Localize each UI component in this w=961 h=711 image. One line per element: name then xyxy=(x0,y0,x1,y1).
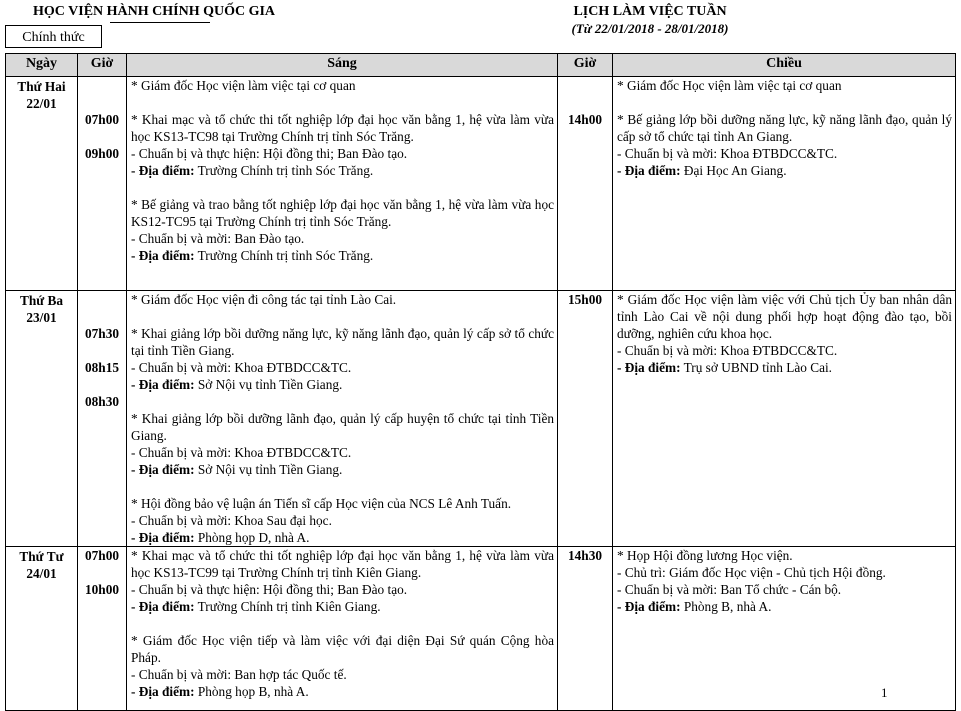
day-row xyxy=(6,291,956,547)
entry-spacer xyxy=(131,478,554,495)
entry-location xyxy=(617,162,952,179)
entry-text: * Giám đốc Học viện tiếp và làm việc với đại diện Đại Sứ quán Cộng hòa Pháp. xyxy=(131,633,554,665)
schedule-entry xyxy=(131,632,554,700)
entry-location xyxy=(617,359,952,376)
location-label: - Địa điểm: xyxy=(131,684,195,699)
col-morning: Sáng xyxy=(127,54,558,77)
prep-label: - Chuẩn bị và mời: xyxy=(131,231,235,246)
chair-label: - Chủ trì: xyxy=(617,565,670,580)
morning-time-cell xyxy=(78,77,127,291)
prep-label: - Chuẩn bị và mời: xyxy=(131,360,235,375)
day-row xyxy=(6,77,956,291)
prep-label: - Chuẩn bị và thực hiện: xyxy=(131,146,264,161)
entry-prep xyxy=(617,342,952,359)
afternoon-note: * Giám đốc Học viện làm việc tại cơ quan xyxy=(617,78,842,93)
schedule-header xyxy=(560,4,740,37)
entry-prep xyxy=(131,512,554,529)
day-row xyxy=(6,547,956,711)
location-label: - Địa điểm: xyxy=(617,163,681,178)
entry-text: * Hội đồng bảo vệ luận án Tiến sĩ cấp Học viện của NCS Lê Anh Tuấn. xyxy=(131,496,512,511)
morning-events-cell xyxy=(127,77,558,291)
entry-prep xyxy=(617,145,952,162)
col-time-afternoon: Giờ xyxy=(558,54,613,77)
time-spacer xyxy=(80,564,124,581)
prep-value: Hội đồng thi; Ban Đào tạo. xyxy=(263,146,408,161)
entry-location xyxy=(131,529,554,546)
prep-value: Khoa ĐTBDCC&TC. xyxy=(720,146,838,161)
afternoon-time: 14h30 xyxy=(568,548,602,563)
entry-text: * Khai giảng lớp bồi dưỡng lãnh đạo, quản lý cấp huyện tổ chức tại tỉnh Tiền Giang. xyxy=(131,411,554,443)
morning-events-cell xyxy=(127,547,558,711)
day-date: 22/01 xyxy=(26,96,57,111)
entry-location xyxy=(131,247,554,264)
afternoon-events-cell xyxy=(613,291,956,547)
location-value: Phòng họp B, nhà A. xyxy=(197,684,309,699)
time-spacer xyxy=(80,376,124,393)
org-underline xyxy=(110,22,210,23)
entry-text: * Khai giảng lớp bồi dưỡng năng lực, kỹ năng lãnh đạo, quản lý cấp sở tổ chức tại tỉnh Tiền Giang. xyxy=(131,326,554,358)
schedule-entry xyxy=(131,547,554,615)
entry-text: * Khai mạc và tổ chức thi tốt nghiệp lớp đại học văn bằng 1, hệ vừa làm vừa học KS13-TC98 tại Trường Chính trị tỉnh Sóc Trăng. xyxy=(131,112,554,144)
entry-chair xyxy=(617,564,952,581)
time-spacer xyxy=(80,94,124,111)
morning-events-cell xyxy=(127,291,558,547)
day-cell xyxy=(6,291,78,547)
time-spacer xyxy=(80,77,124,94)
schedule-entry xyxy=(131,325,554,393)
entry-spacer xyxy=(131,393,554,410)
location-value: Trường Chính trị tỉnh Sóc Trăng. xyxy=(197,248,374,263)
date-range: (Từ 22/01/2018 - 28/01/2018) xyxy=(571,21,729,36)
prep-value: Ban Đào tạo. xyxy=(234,231,305,246)
day-name: Thứ Ba xyxy=(19,293,64,308)
location-label: - Địa điểm: xyxy=(131,377,195,392)
prep-value: Hội đồng thi; Ban Đào tạo. xyxy=(263,582,408,597)
morning-time: 07h30 xyxy=(85,326,119,341)
entry-location xyxy=(131,376,554,393)
schedule-entry xyxy=(617,547,952,615)
prep-value: Khoa ĐTBDCC&TC. xyxy=(720,343,838,358)
entry-text: * Họp Hội đồng lương Học viện. xyxy=(617,548,793,563)
schedule-entry xyxy=(617,291,952,376)
location-label: - Địa điểm: xyxy=(131,248,195,263)
afternoon-events-cell xyxy=(613,77,956,291)
schedule-title: LỊCH LÀM VIỆC TUẦN xyxy=(573,4,727,19)
prep-label: - Chuẩn bị và mời: xyxy=(131,445,235,460)
time-spacer xyxy=(560,94,610,111)
location-value: Sở Nội vụ tỉnh Tiền Giang. xyxy=(197,377,343,392)
time-spacer xyxy=(80,308,124,325)
entry-spacer xyxy=(617,94,952,111)
chair-value: Giám đốc Học viện - Chủ tịch Hội đồng. xyxy=(669,565,886,580)
entry-location xyxy=(131,461,554,478)
morning-time: 07h00 xyxy=(85,112,119,127)
day-cell xyxy=(6,547,78,711)
location-value: Phòng B, nhà A. xyxy=(683,599,772,614)
day-date: 23/01 xyxy=(26,310,57,325)
schedule-entry xyxy=(131,196,554,264)
morning-note: * Giám đốc Học viện đi công tác tại tỉnh Lào Cai. xyxy=(131,292,397,307)
schedule-entry xyxy=(131,111,554,179)
location-label: - Địa điểm: xyxy=(131,530,195,545)
schedule-entry xyxy=(131,495,554,546)
day-name: Thứ Tư xyxy=(19,549,64,564)
entry-text: * Bế giảng và trao bằng tốt nghiệp lớp đại học văn bằng 1, hệ vừa làm vừa học KS12-TC95 tại Trường Chính trị tỉnh Sóc Trăng. xyxy=(131,197,554,229)
time-spacer xyxy=(80,342,124,359)
day-name: Thứ Hai xyxy=(17,79,66,94)
entry-location xyxy=(617,598,952,615)
prep-value: Khoa ĐTBDCC&TC. xyxy=(234,445,352,460)
entry-prep xyxy=(617,581,952,598)
morning-time-cell xyxy=(78,547,127,711)
col-day: Ngày xyxy=(6,54,78,77)
location-value: Trường Chính trị tỉnh Kiên Giang. xyxy=(197,599,381,614)
schedule-table xyxy=(5,53,956,711)
morning-time: 08h15 xyxy=(85,360,119,375)
entry-text: * Khai mạc và tổ chức thi tốt nghiệp lớp đại học văn bằng 1, hệ vừa làm vừa học KS13-TC99 tại Trường Chính trị tỉnh Kiên Giang. xyxy=(131,548,554,580)
location-value: Đại Học An Giang. xyxy=(683,163,787,178)
entry-location xyxy=(131,683,554,700)
prep-label: - Chuẩn bị và mời: xyxy=(617,343,721,358)
time-spacer xyxy=(560,77,610,94)
location-value: Sở Nội vụ tỉnh Tiền Giang. xyxy=(197,462,343,477)
location-label: - Địa điểm: xyxy=(617,599,681,614)
entry-prep xyxy=(131,145,554,162)
prep-value: Khoa Sau đại học. xyxy=(234,513,332,528)
entry-prep xyxy=(131,581,554,598)
afternoon-time-cell xyxy=(558,77,613,291)
morning-time: 08h30 xyxy=(85,394,119,409)
location-value: Trường Chính trị tỉnh Sóc Trăng. xyxy=(197,163,374,178)
prep-label: - Chuẩn bị và mời: xyxy=(131,513,235,528)
time-spacer xyxy=(80,291,124,308)
morning-time: 10h00 xyxy=(85,582,119,597)
status-box: Chính thức xyxy=(5,25,102,48)
prep-label: - Chuẩn bị và mời: xyxy=(617,146,721,161)
entry-spacer xyxy=(131,94,554,111)
entry-spacer xyxy=(131,615,554,632)
prep-label: - Chuẩn bị và mời: xyxy=(131,667,235,682)
entry-text: * Giám đốc Học viện làm việc với Chủ tịch Ủy ban nhân dân tỉnh Lào Cai về nội dung phối hợp hoạt động đào tạo, bồi dưỡng, nghiên cứu khoa học. xyxy=(617,292,952,341)
day-cell xyxy=(6,77,78,291)
morning-time-cell xyxy=(78,291,127,547)
schedule-entry xyxy=(131,410,554,478)
location-label: - Địa điểm: xyxy=(131,163,195,178)
afternoon-events-cell xyxy=(613,547,956,711)
afternoon-time: 15h00 xyxy=(568,292,602,307)
prep-value: Khoa ĐTBDCC&TC. xyxy=(234,360,352,375)
entry-prep xyxy=(131,666,554,683)
prep-label: - Chuẩn bị và thực hiện: xyxy=(131,582,264,597)
schedule-entry xyxy=(617,111,952,179)
afternoon-time-cell xyxy=(558,291,613,547)
entry-prep xyxy=(131,444,554,461)
entry-spacer xyxy=(131,179,554,196)
afternoon-time: 14h00 xyxy=(568,112,602,127)
location-label: - Địa điểm: xyxy=(131,462,195,477)
day-date: 24/01 xyxy=(26,566,57,581)
entry-location xyxy=(131,162,554,179)
prep-value: Ban hợp tác Quốc tế. xyxy=(234,667,347,682)
entry-spacer xyxy=(131,308,554,325)
page-number: 1 xyxy=(881,685,888,700)
afternoon-time-cell xyxy=(558,547,613,711)
location-label: - Địa điểm: xyxy=(131,599,195,614)
col-afternoon: Chiều xyxy=(613,54,956,77)
table-header-row xyxy=(6,54,956,77)
entry-prep xyxy=(131,359,554,376)
morning-time: 07h00 xyxy=(85,548,119,563)
morning-note: * Giám đốc Học viện làm việc tại cơ quan xyxy=(131,78,356,93)
col-time: Giờ xyxy=(78,54,127,77)
location-value: Trụ sở UBND tỉnh Lào Cai. xyxy=(683,360,833,375)
prep-value: Ban Tổ chức - Cán bộ. xyxy=(720,582,842,597)
location-label: - Địa điểm: xyxy=(617,360,681,375)
morning-time: 09h00 xyxy=(85,146,119,161)
entry-prep xyxy=(131,230,554,247)
org-name: HỌC VIỆN HÀNH CHÍNH QUỐC GIA xyxy=(33,4,276,19)
prep-label: - Chuẩn bị và mời: xyxy=(617,582,721,597)
entry-text: * Bế giảng lớp bồi dưỡng năng lực, kỹ năng lãnh đạo, quản lý cấp sở tổ chức tại tỉnh An Giang. xyxy=(617,112,952,144)
entry-location xyxy=(131,598,554,615)
time-spacer xyxy=(80,128,124,145)
location-value: Phòng họp D, nhà A. xyxy=(197,530,310,545)
